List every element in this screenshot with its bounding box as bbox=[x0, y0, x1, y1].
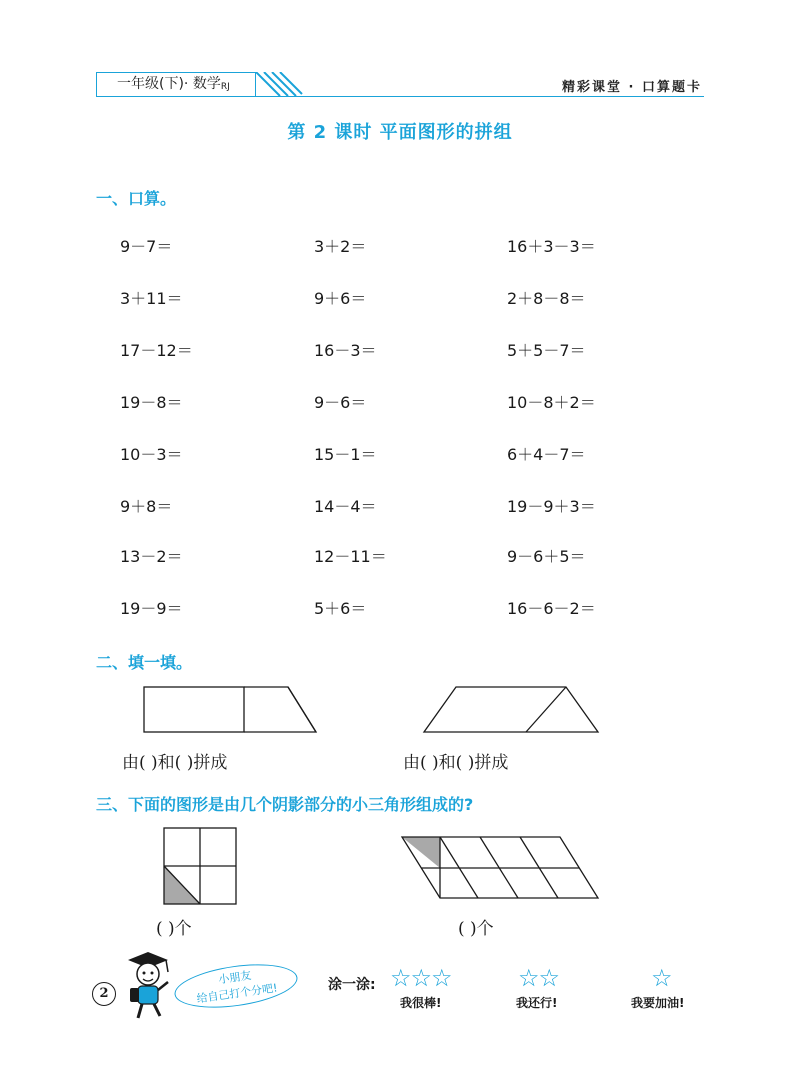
header-stripes-decoration bbox=[256, 72, 304, 98]
arith-item: 5＋5－7＝ bbox=[507, 341, 586, 360]
figure-rect-triangle bbox=[140, 684, 320, 736]
series-title: 精彩课堂 · 口算题卡 bbox=[562, 80, 702, 95]
arith-item: 2＋8－8＝ bbox=[507, 289, 586, 308]
section1-heading: 一、口算。 bbox=[96, 189, 177, 208]
grade-subject-tab bbox=[96, 72, 256, 96]
arith-item: 9＋8＝ bbox=[120, 497, 173, 516]
figure1-fill-label: 由( )和( )拼成 bbox=[122, 753, 228, 773]
header-rule bbox=[96, 96, 704, 97]
arith-item: 12－11＝ bbox=[314, 547, 387, 566]
arith-item: 19－9＝ bbox=[120, 599, 183, 618]
arith-item: 15－1＝ bbox=[314, 445, 377, 464]
arith-item: 5＋6＝ bbox=[314, 599, 367, 618]
figure-parallelogram-triangle bbox=[420, 684, 602, 736]
three-star-rating-icon[interactable]: ☆☆☆ bbox=[390, 964, 452, 992]
figure2-fill-label: 由( )和( )拼成 bbox=[403, 753, 509, 773]
arith-item: 10－3＝ bbox=[120, 445, 183, 464]
rating-label-try-harder: 我要加油! bbox=[631, 996, 685, 1010]
arith-item: 16－3＝ bbox=[314, 341, 377, 360]
edition-label: RJ bbox=[220, 82, 230, 92]
arith-item: 10－8＋2＝ bbox=[507, 393, 596, 412]
figure4-answer: ( )个 bbox=[458, 919, 494, 939]
section3-heading: 三、下面的图形是由几个阴影部分的小三角形组成的? bbox=[96, 795, 474, 814]
arith-item: 3＋11＝ bbox=[120, 289, 183, 308]
one-star-rating-icon[interactable]: ☆ bbox=[651, 964, 673, 992]
grade-subject-label: 一年级(下)· 数学 bbox=[117, 76, 221, 92]
figure3-answer: ( )个 bbox=[156, 919, 192, 939]
arith-item: 9－6＝ bbox=[314, 393, 367, 412]
arith-item: 9－7＝ bbox=[120, 237, 173, 256]
bubble-line-2: 给自己打个分吧! bbox=[195, 981, 279, 1006]
figure-square-grid bbox=[160, 824, 240, 908]
two-star-rating-icon[interactable]: ☆☆ bbox=[518, 964, 560, 992]
figure-parallelogram-grid bbox=[400, 834, 600, 902]
page-number: 2 bbox=[92, 982, 116, 1006]
arith-item: 19－8＝ bbox=[120, 393, 183, 412]
bubble-line-1: 小朋友 bbox=[217, 968, 253, 987]
arith-item: 6＋4－7＝ bbox=[507, 445, 586, 464]
arith-item: 13－2＝ bbox=[120, 547, 183, 566]
arith-item: 9＋6＝ bbox=[314, 289, 367, 308]
arith-item: 16－6－2＝ bbox=[507, 599, 596, 618]
rating-label-great: 我很棒! bbox=[400, 996, 442, 1010]
arith-item: 17－12＝ bbox=[120, 341, 193, 360]
student-mascot-icon bbox=[122, 950, 174, 1022]
arith-item: 3＋2＝ bbox=[314, 237, 367, 256]
arith-item: 9－6＋5＝ bbox=[507, 547, 586, 566]
arith-item: 14－4＝ bbox=[314, 497, 377, 516]
rating-prompt: 涂一涂: bbox=[328, 977, 376, 993]
arith-item: 19－9＋3＝ bbox=[507, 497, 596, 516]
arith-item: 16＋3－3＝ bbox=[507, 237, 596, 256]
section2-heading: 二、填一填。 bbox=[96, 653, 193, 672]
page-title: 第 2 课时 平面图形的拼组 bbox=[287, 122, 513, 143]
encouragement-bubble bbox=[172, 958, 300, 1015]
rating-label-okay: 我还行! bbox=[516, 996, 558, 1010]
